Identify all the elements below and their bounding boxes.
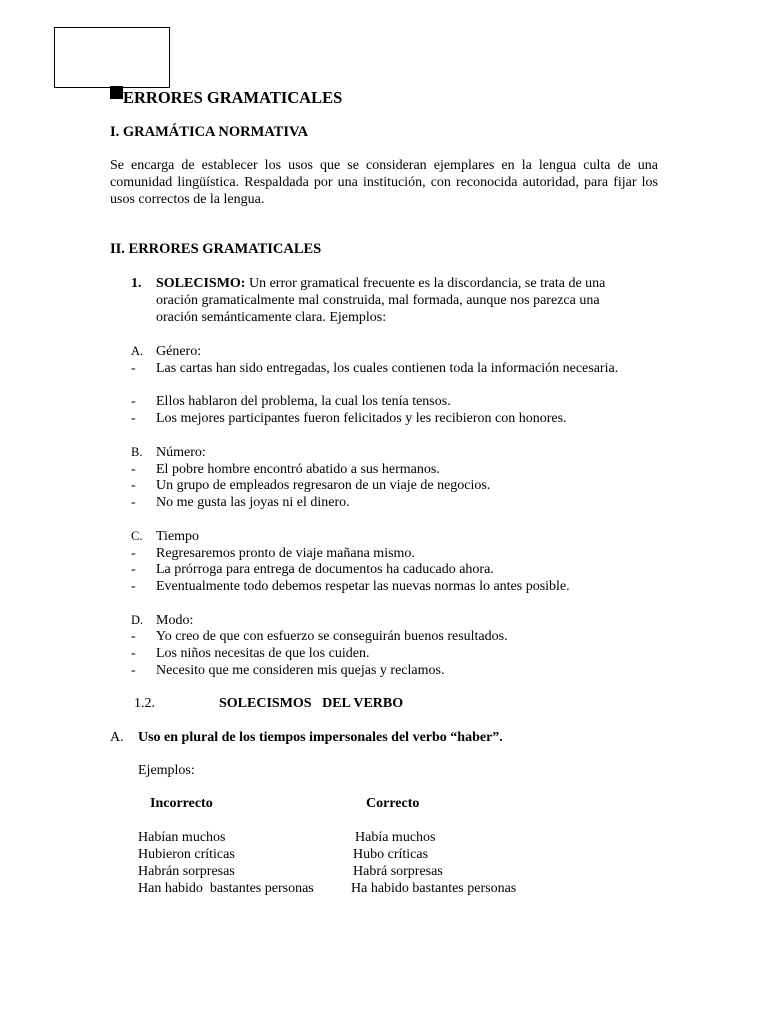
group-label: Modo: bbox=[156, 613, 194, 628]
dash-bullet: - bbox=[131, 478, 136, 493]
list-item bbox=[131, 393, 658, 410]
group-letter: C. bbox=[131, 529, 143, 543]
subsection-heading: SOLECISMOS DEL VERBO bbox=[219, 696, 404, 711]
group-letter: B. bbox=[131, 445, 143, 459]
list-item-text: Ellos hablaron del problema, la cual los tenía tensos. bbox=[156, 394, 451, 409]
item-term: SOLECISMO: bbox=[156, 276, 246, 291]
correct-form: Ha habido bastantes personas bbox=[351, 881, 517, 896]
list-item bbox=[131, 645, 658, 662]
incorrect-form: Hubieron críticas bbox=[138, 847, 235, 862]
list-item bbox=[131, 494, 658, 511]
dash-bullet: - bbox=[131, 361, 136, 376]
list-item-text: Regresaremos pronto de viaje mañana mismo. bbox=[156, 546, 415, 561]
correct-form: Había muchos bbox=[355, 830, 436, 845]
item-text: oración semánticamente clara. Ejemplos: bbox=[156, 310, 387, 325]
dash-bullet: - bbox=[131, 562, 136, 577]
dash-bullet: - bbox=[131, 394, 136, 409]
dash-bullet: - bbox=[131, 629, 136, 644]
item-text: oración gramaticalmente mal construida, mal formada, aunque nos parezca una bbox=[156, 293, 600, 308]
square-bullet-icon bbox=[110, 86, 123, 99]
item-solecismo bbox=[131, 275, 658, 292]
list-item-text: La prórroga para entrega de documentos ha caducado ahora. bbox=[156, 562, 494, 577]
dash-bullet: - bbox=[131, 646, 136, 661]
list-item bbox=[131, 410, 658, 427]
examples-label: Ejemplos: bbox=[138, 763, 195, 778]
group-tiempo bbox=[131, 528, 658, 545]
group-letter: D. bbox=[131, 613, 144, 627]
correct-form: Hubo críticas bbox=[353, 847, 429, 862]
item-number: 1. bbox=[131, 276, 142, 291]
list-item-text: Un grupo de empleados regresaron de un viaje de negocios. bbox=[156, 478, 491, 493]
group-modo bbox=[131, 612, 658, 629]
correct-form: Habrá sorpresas bbox=[353, 864, 443, 879]
column-header-correct: Correcto bbox=[366, 796, 420, 811]
list-item bbox=[131, 578, 658, 595]
list-item-text: Las cartas han sido entregadas, los cuales contienen toda la información necesaria. bbox=[156, 361, 619, 376]
dash-bullet: - bbox=[131, 411, 136, 426]
dash-bullet: - bbox=[131, 663, 136, 678]
list-item-text: No me gusta las joyas ni el dinero. bbox=[156, 495, 350, 510]
blank-frame bbox=[54, 27, 170, 88]
list-item-text: El pobre hombre encontró abatido a sus hermanos. bbox=[156, 462, 440, 477]
section-heading-errores-gramaticales: II. ERRORES GRAMATICALES bbox=[110, 241, 322, 257]
incorrect-form: Habrán sorpresas bbox=[138, 864, 235, 879]
list-item bbox=[131, 477, 658, 494]
dash-bullet: - bbox=[131, 579, 136, 594]
part-letter: A. bbox=[110, 730, 124, 745]
part-heading: Uso en plural de los tiempos impersonales del verbo “haber”. bbox=[138, 730, 503, 745]
list-item bbox=[131, 561, 658, 578]
list-item-text: Los mejores participantes fueron felicitados y les recibieron con honores. bbox=[156, 411, 567, 426]
list-item-text: Yo creo de que con esfuerzo se conseguirán buenos resultados. bbox=[156, 629, 508, 644]
list-item-text: Necesito que me consideren mis quejas y reclamos. bbox=[156, 663, 445, 678]
group-label: Género: bbox=[156, 344, 202, 359]
document-title: ERRORES GRAMATICALES bbox=[123, 88, 343, 107]
group-genero bbox=[131, 343, 658, 360]
dash-bullet: - bbox=[131, 462, 136, 477]
item-solecismo-line3 bbox=[131, 309, 658, 326]
list-item bbox=[131, 360, 658, 394]
subsection-number: 1.2. bbox=[134, 696, 155, 711]
list-item bbox=[131, 628, 658, 645]
incorrect-form: Han habido bastantes personas bbox=[138, 881, 314, 896]
list-item bbox=[131, 461, 658, 478]
group-label: Tiempo bbox=[156, 529, 200, 544]
dash-bullet: - bbox=[131, 495, 136, 510]
dash-bullet: - bbox=[131, 546, 136, 561]
incorrect-form: Habían muchos bbox=[138, 830, 226, 845]
column-header-incorrect: Incorrecto bbox=[150, 796, 213, 811]
group-letter: A. bbox=[131, 344, 144, 358]
item-text: Un error gramatical frecuente es la discordancia, se trata de una bbox=[245, 276, 606, 291]
item-solecismo-line2 bbox=[131, 292, 658, 309]
section-paragraph: Se encarga de establecer los usos que se consideran ejemplares en la lengua culta de una comunidad lingüística. Respaldada por una institución, con reconocida autoridad, para fijar los usos correctos de la lengua. bbox=[110, 158, 658, 207]
section-heading-gramatica-normativa: I. GRAMÁTICA NORMATIVA bbox=[110, 124, 309, 140]
list-item bbox=[131, 545, 658, 562]
list-item-text: Los niños necesitas de que los cuiden. bbox=[156, 646, 370, 661]
list-item-text: Eventualmente todo debemos respetar las nuevas normas lo antes posible. bbox=[156, 579, 570, 594]
group-numero bbox=[131, 444, 658, 461]
group-label: Número: bbox=[156, 445, 206, 460]
list-item bbox=[131, 662, 658, 679]
